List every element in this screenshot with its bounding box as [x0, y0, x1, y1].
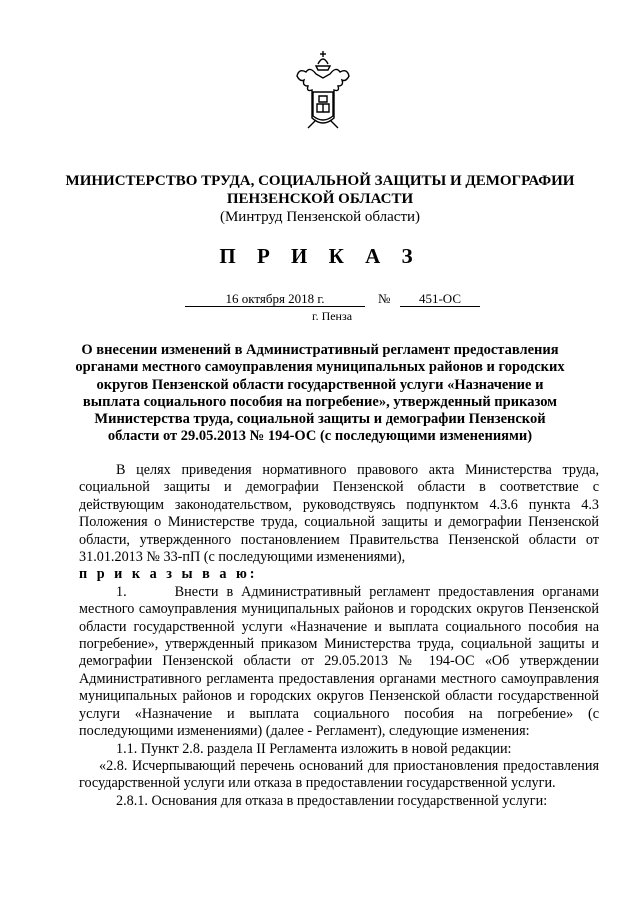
document-body — [79, 462, 599, 810]
item-1-number: 1. — [116, 583, 127, 600]
number-sign: № — [378, 291, 391, 306]
document-number: 451-ОС — [400, 291, 480, 307]
item-1-paragraph — [79, 584, 599, 741]
document-city: г. Пенза — [312, 309, 353, 323]
document-type-title: П Р И К А З — [219, 244, 421, 268]
document-heading: О внесении изменений в Административный регламент предоставления органами местного самоуправления муниципальных районов и городских округов Пензенской области государственной услуги «Назначение и выплата социального пособия на погребение», утвержденный приказом Министерства труда, социальной защиты и демографии Пензенской области от 29.05.2013 № 194-ОС (с последующими изменениями) — [75, 342, 565, 445]
order-word: п р и к а з ы в а ю: — [79, 566, 258, 583]
item-1-1-paragraph: 1.1. Пункт 2.8. раздела II Регламента изложить в новой редакции: — [116, 740, 512, 757]
coat-of-arms-emblem — [294, 48, 352, 130]
ministry-name-line1: МИНИСТЕРСТВО ТРУДА, СОЦИАЛЬНОЙ ЗАЩИТЫ И ДЕМОГРАФИИ — [65, 173, 575, 189]
document-date: 16 октября 2018 г. — [185, 291, 365, 307]
item-2-8-paragraph: «2.8. Исчерпывающий перечень оснований для приостановления предоставления государственной услуги или отказа в предоставлении государственной услуги. — [79, 757, 599, 792]
item-2-8-1-paragraph: 2.8.1. Основания для отказа в предоставлении государственной услуги: — [116, 792, 548, 809]
item-1-text: Внести в Административный регламент предоставления органами местного самоуправления муниципальных районов и городских округов Пензенской области государственной услуги «Назначение и выплата социального пособия на погребение», утвержденный приказом Министерства труда, социальной защиты и демографии Пензенской области от 29.05.2013 № 194-ОС «Об утверждении Административного регламента предоставления органами местного самоуправления муниципальных районов и городских округов Пензенской области государственной услуги «Назначение и выплата социального пособия на погребение» (с последующими изменениями) (далее - Регламент), следующие изменения: — [79, 583, 600, 740]
ministry-short-name: (Минтруд Пензенской области) — [219, 209, 421, 225]
preamble-paragraph: В целях приведения нормативного правового акта Министерства труда, социальной защиты и демографии Пензенской области в соответствие с действующим законодательством, руководствуясь подпунктом 4.3.6 пункта 4.3 Положения о Министерстве труда, социальной защиты и демографии Пензенской области, утвержденного постановлением Правительства Пензенской области от 31.01.2013 № 33-пП (с последующими изменениями), — [79, 462, 599, 566]
ministry-name-line2: ПЕНЗЕНСКОЙ ОБЛАСТИ — [226, 191, 414, 207]
